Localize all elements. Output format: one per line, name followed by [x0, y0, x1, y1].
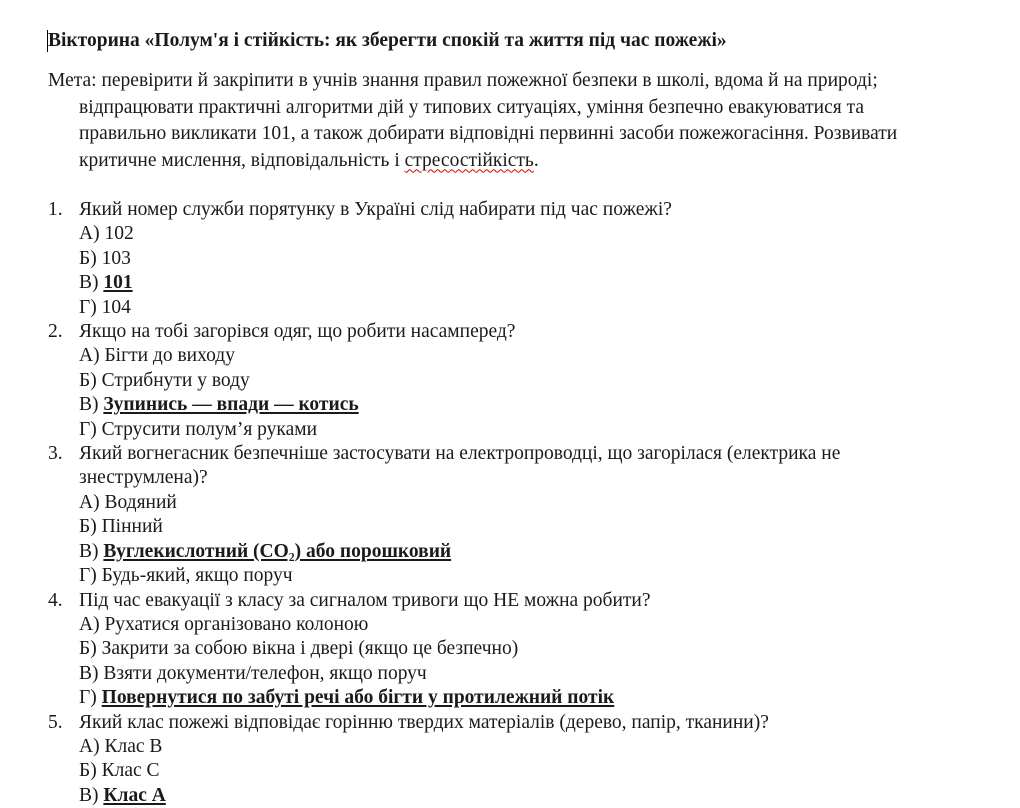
- goal-line-end: .: [533, 149, 539, 171]
- option-prefix: Б): [79, 369, 102, 391]
- question-text-line: Якщо на тобі загорівся одяг, що робити насамперед?: [79, 321, 516, 343]
- goal-line: відпрацювати практичні алгоритми дій у типових ситуаціях, уміння безпечно евакуюватися та: [79, 96, 865, 118]
- goal-paragraph: [48, 68, 988, 174]
- option-text: Зупинись — впади — котись: [103, 394, 359, 416]
- quiz-list: [48, 198, 1008, 808]
- quiz-question: [48, 442, 1008, 588]
- question-text: [79, 589, 1008, 613]
- question-number: 2.: [48, 321, 63, 343]
- option-prefix: Б): [79, 638, 102, 660]
- option-text: Клас A: [103, 784, 166, 806]
- answer-option: [79, 247, 1008, 271]
- answer-option: [79, 369, 1008, 393]
- option-text: Стрибнути у воду: [101, 369, 250, 391]
- option-text: 103: [101, 247, 131, 269]
- answer-option: [79, 296, 1008, 320]
- option-text: Пінний: [101, 516, 163, 538]
- option-prefix: В): [79, 272, 104, 294]
- question-text-line: знеструмлена)?: [79, 467, 208, 489]
- goal-line-text: критичне мислення, відповідальність і: [79, 149, 405, 171]
- option-prefix: В): [79, 394, 104, 416]
- option-text: Клас B: [104, 735, 163, 757]
- option-text: Рухатися організовано колоною: [104, 613, 369, 635]
- question-text-line: Який вогнегасник безпечніше застосувати на електропроводці, що загорілася (електрика не: [79, 443, 841, 465]
- answer-option-correct: [79, 271, 1008, 295]
- question-text-line: Під час евакуації з класу за сигналом тривоги що НЕ можна робити?: [79, 589, 651, 611]
- option-prefix: Г): [79, 565, 102, 587]
- option-prefix: В): [79, 662, 104, 684]
- quiz-question: [48, 198, 1008, 320]
- option-prefix: А): [79, 613, 105, 635]
- answer-option: [79, 418, 1008, 442]
- option-prefix: А): [79, 735, 105, 757]
- question-number: 4.: [48, 589, 63, 611]
- answer-option: [79, 564, 1008, 588]
- option-prefix: Б): [79, 516, 102, 538]
- goal-line-last: [48, 148, 988, 175]
- option-text: Будь-який, якщо поруч: [101, 565, 293, 587]
- question-text: [79, 198, 1008, 222]
- quiz-question: [48, 589, 1008, 711]
- goal-line: правильно викликати 101, а також добирати відповідні первинні засоби пожежогасіння. Розвивати: [79, 123, 898, 144]
- option-text: Вуглекислотний (CO₂) або порошковий: [103, 540, 452, 562]
- option-prefix: В): [79, 784, 104, 806]
- question-text: [79, 711, 1008, 735]
- option-text: Закрити за собою вікна і двері (якщо це безпечно): [101, 638, 519, 660]
- option-prefix: А): [79, 491, 105, 513]
- answer-option-correct: [79, 540, 1008, 564]
- answer-option: [79, 759, 1008, 783]
- option-text: Взяти документи/телефон, якщо поруч: [103, 662, 427, 684]
- answer-option: [79, 735, 1008, 759]
- option-prefix: Г): [79, 418, 102, 440]
- option-text: Водяний: [104, 491, 177, 513]
- answer-option: [79, 662, 1008, 686]
- question-text-line: Який клас пожежі відповідає горінню твердих матеріалів (дерево, папір, тканини)?: [79, 711, 769, 733]
- option-prefix: В): [79, 540, 104, 562]
- question-text: [79, 320, 1008, 344]
- option-prefix: Г): [79, 687, 102, 709]
- spellcheck-flagged-word[interactable]: стресостійкість: [404, 149, 534, 171]
- answer-option: [79, 491, 1008, 515]
- option-prefix: Б): [79, 760, 102, 782]
- option-prefix: Б): [79, 247, 102, 269]
- option-prefix: Г): [79, 296, 102, 318]
- answer-option: [79, 222, 1008, 246]
- option-prefix: А): [79, 345, 105, 367]
- question-number: 5.: [48, 711, 63, 733]
- answer-option: [79, 613, 1008, 637]
- answer-option-correct: [79, 686, 1008, 710]
- goal-line: Мета: перевірити й закріпити в учнів знання правил пожежної безпеки в школі, вдома й на природі;: [48, 70, 878, 91]
- option-text: Струсити полум’я руками: [101, 418, 318, 440]
- quiz-question: [48, 320, 1008, 442]
- answer-option: [79, 515, 1008, 539]
- option-text: Повернутися по забуті речі або бігти у протилежний потік: [101, 687, 615, 709]
- quiz-question: [48, 711, 1008, 808]
- question-number: 3.: [48, 443, 63, 465]
- option-text: 102: [104, 223, 134, 245]
- answer-option: [79, 637, 1008, 661]
- option-text: Бігти до виходу: [104, 345, 235, 367]
- question-number: 1.: [48, 199, 63, 220]
- question-text-line: Який номер служби порятунку в Україні слід набирати під час пожежі?: [79, 199, 672, 220]
- option-text: 104: [101, 296, 131, 318]
- answer-option-correct: [79, 393, 1008, 417]
- option-text: 101: [103, 272, 133, 294]
- question-text: [79, 442, 1008, 491]
- option-text: Клас C: [101, 760, 160, 782]
- document-title: Вікторина «Полум'я і стійкість: як зберегти спокій та життя під час пожежі»: [48, 30, 727, 51]
- option-prefix: А): [79, 223, 105, 245]
- answer-option: [79, 344, 1008, 368]
